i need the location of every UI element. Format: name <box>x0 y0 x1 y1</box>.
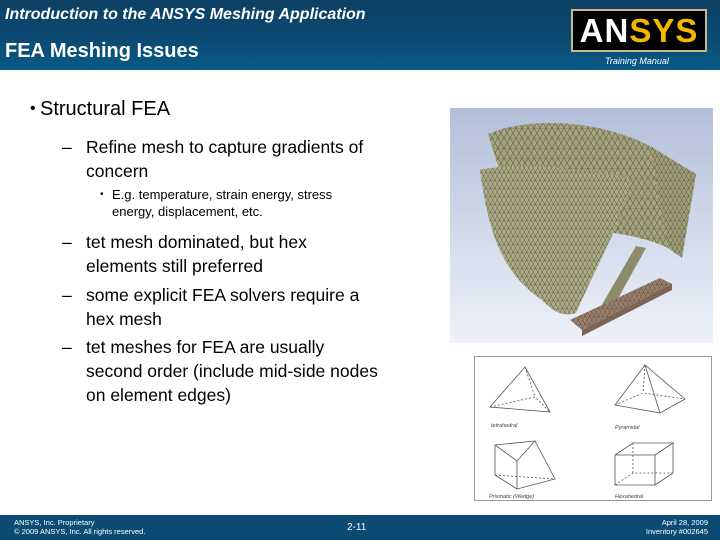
dash-mark: – <box>62 285 72 305</box>
course-title: Introduction to the ANSYS Meshing Application <box>5 6 366 23</box>
dash-mark: – <box>62 337 72 357</box>
footer-proprietary: ANSYS, Inc. Proprietary <box>14 518 95 527</box>
dash-mark: – <box>62 232 72 252</box>
footer-date-inventory <box>646 518 708 536</box>
dot-mark: • <box>100 189 104 200</box>
dash-mark: – <box>62 137 72 157</box>
slide-title: FEA Meshing Issues <box>5 40 199 62</box>
label-tetrahedral: tetrahedral <box>491 423 518 429</box>
footer-date: April 28, 2009 <box>661 518 708 527</box>
mesh-model-image <box>450 108 713 343</box>
sub-bullet-line: tet mesh dominated, but hex <box>86 232 307 252</box>
sub-sub-bullet-line: energy, displacement, etc. <box>112 204 263 219</box>
logo-text-an: AN <box>579 12 630 49</box>
logo-text-sys: SYS <box>629 12 699 49</box>
element-types-figure <box>474 356 712 501</box>
slide-footer <box>0 515 720 540</box>
sub-bullet-line: on element edges) <box>86 385 231 405</box>
sub-bullet-line: some explicit FEA solvers require a <box>86 285 360 305</box>
footer-inventory: Inventory #002645 <box>645 527 708 536</box>
slide-header <box>0 0 720 70</box>
bullet-mark: • <box>30 100 36 117</box>
bullet-main-text: Structural FEA <box>40 98 171 120</box>
label-pyramidal: Pyramidal <box>615 425 640 431</box>
label-hexahedral: Hexahedral <box>615 494 644 500</box>
sub-bullet-line: elements still preferred <box>86 256 264 276</box>
footer-rights: © 2009 ANSYS, Inc. All rights reserved. <box>14 527 146 536</box>
sub-bullet-line: concern <box>86 161 149 181</box>
element-types-drawing <box>475 357 711 500</box>
sub-bullet-line: second order (include mid-side nodes <box>86 361 378 381</box>
training-manual-label: Training Manual <box>605 56 669 66</box>
sub-bullet-line: tet meshes for FEA are usually <box>86 337 325 357</box>
mesh-model-drawing <box>450 108 713 343</box>
footer-copyright <box>14 518 145 536</box>
page-number: 2-11 <box>347 522 367 533</box>
ansys-logo <box>571 9 707 52</box>
sub-sub-bullet-line: E.g. temperature, strain energy, stress <box>112 187 333 202</box>
sub-bullet-line: Refine mesh to capture gradients of <box>86 137 364 157</box>
label-prismatic: Prismatic (Wedge) <box>489 494 535 500</box>
sub-bullet-line: hex mesh <box>86 309 162 329</box>
